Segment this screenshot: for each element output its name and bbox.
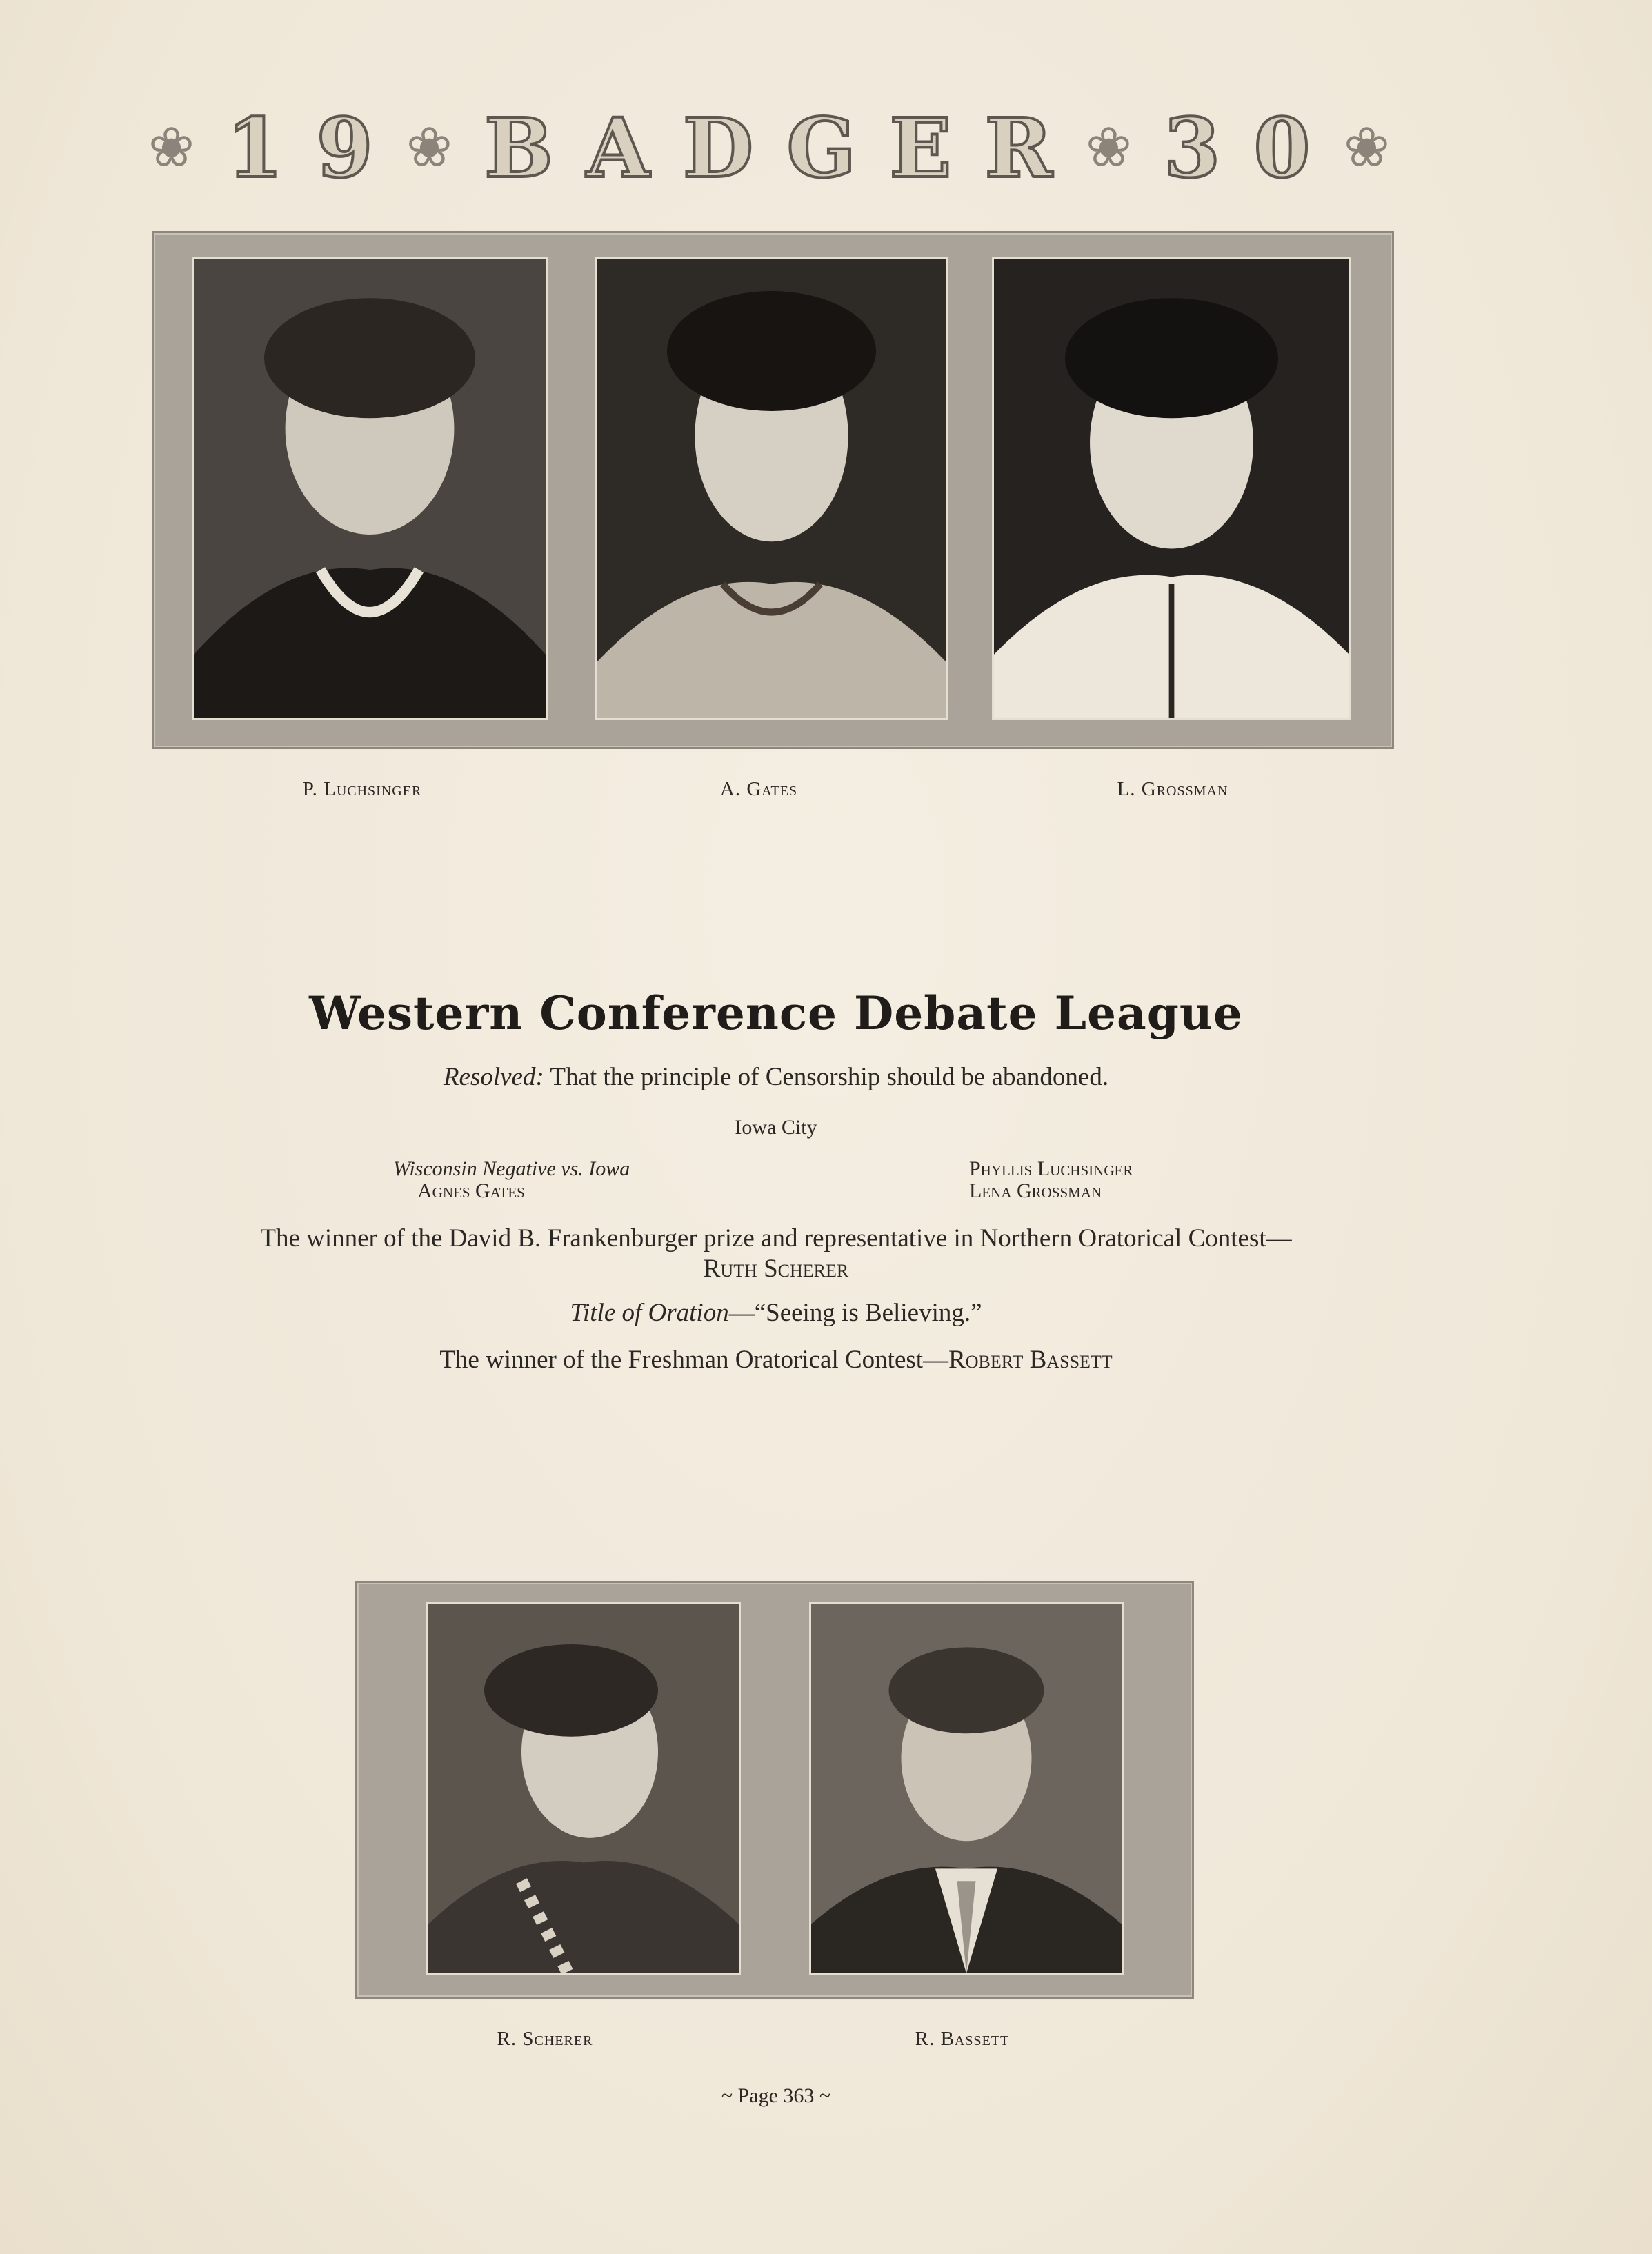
banner-char: D: [682, 100, 755, 196]
portrait-bassett: [809, 1602, 1124, 1975]
freshman-winner: Robert Bassett: [948, 1346, 1113, 1374]
oration-label: Title of Oration: [570, 1299, 729, 1327]
banner-char: B: [484, 100, 555, 196]
oration-line: [0, 1298, 1552, 1328]
caption-luchsinger: P. Luchsinger: [302, 778, 422, 800]
caption-gates: A. Gates: [719, 778, 798, 800]
section-title: Western Conference Debate League: [309, 986, 1243, 1040]
portrait-grossman: [992, 257, 1351, 720]
prize-text: The winner of the David B. Frankenburger prize and representative in Northern Oratorical Contest—: [260, 1224, 1292, 1253]
portrait-scherer: [426, 1602, 741, 1975]
ornament-icon: ❀: [1343, 118, 1390, 179]
debate-matchup: Wisconsin Negative vs. Iowa: [393, 1157, 630, 1180]
ornament-icon: ❀: [1085, 118, 1132, 179]
banner-char: 0: [1253, 100, 1312, 196]
caption-scherer: R. Scherer: [497, 2028, 593, 2050]
portrait-luchsinger: [192, 257, 548, 720]
debate-location: Iowa City: [735, 1116, 817, 1139]
bottom-photo-panel: [355, 1581, 1194, 1999]
top-photo-panel: [152, 231, 1394, 749]
banner-char: A: [586, 100, 651, 196]
oration-title: —“Seeing is Believing.”: [728, 1299, 982, 1327]
badger-banner: [148, 100, 1390, 196]
team-member: Agnes Gates: [417, 1179, 525, 1202]
resolution: [0, 1062, 1552, 1092]
freshman-text: The winner of the Freshman Oratorical Contest—: [439, 1346, 949, 1374]
resolved-text: That the principle of Censorship should be abandoned.: [544, 1063, 1109, 1091]
team-member: Phyllis Luchsinger: [969, 1157, 1133, 1180]
ornament-icon: ❀: [406, 118, 452, 179]
caption-bassett: R. Bassett: [915, 2028, 1010, 2050]
prize-winner: Ruth Scherer: [703, 1255, 849, 1283]
resolved-label: Resolved:: [443, 1063, 544, 1091]
portrait-gates: [595, 257, 948, 720]
caption-grossman: L. Grossman: [1117, 778, 1228, 800]
ornament-icon: ❀: [148, 118, 195, 179]
page-number: ~ Page 363 ~: [721, 2084, 831, 2107]
freshman-line: [0, 1345, 1552, 1375]
banner-char: 3: [1164, 100, 1222, 196]
banner-char: G: [786, 100, 858, 196]
banner-char: 9: [316, 100, 375, 196]
banner-char: R: [984, 100, 1054, 196]
banner-char: E: [889, 100, 953, 196]
banner-char: 1: [226, 100, 285, 196]
team-member: Lena Grossman: [969, 1179, 1102, 1202]
